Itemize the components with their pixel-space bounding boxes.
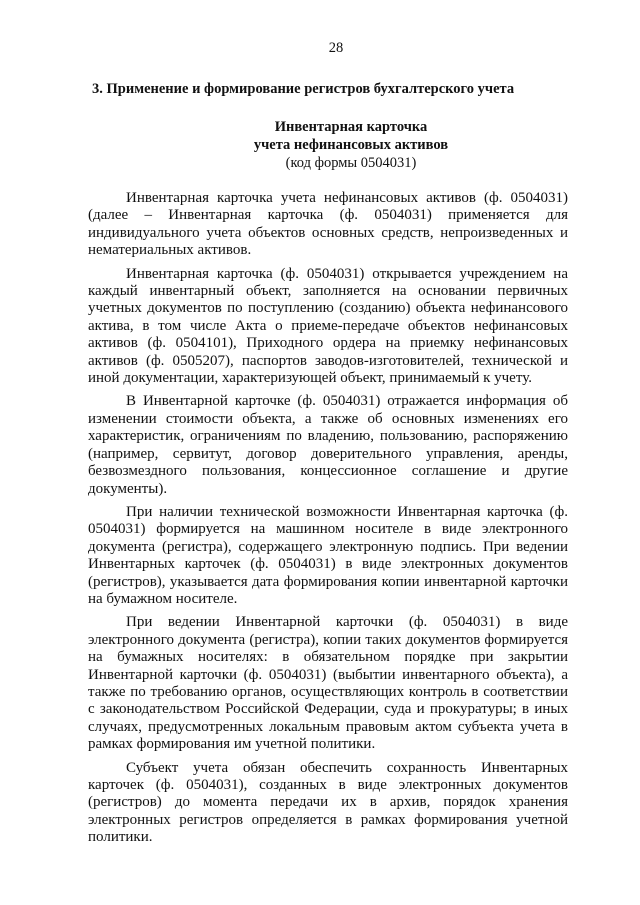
paragraph-3: В Инвентарной карточке (ф. 0504031) отражается информация об изменении стоимости объекта, а также об основных изменениях его характеристик, ограничениям по владению, пользованию, распоряжению (например, сервитут, договор доверительного управления, аренды, безвозмездного пользования, концессионное соглашение и другие документы). <box>88 393 568 497</box>
paragraph-2: Инвентарная карточка (ф. 0504031) открывается учреждением на каждый инвентарный объект, заполняется на основании первичных учетных документов по поступлению (созданию) объекта нефинансового актива, в том числе Акта о приеме-передаче объектов нефинансовых активов (ф. 0504101), Приходного ордера на приемку нефинансовых активов (ф. 0505207), паспортов заводов-изготовителей, технической и иной документации, характеризующей объект, принимаемый к учету. <box>88 265 568 387</box>
document-title-line-2: учета нефинансовых активов <box>253 137 449 153</box>
document-page <box>88 40 568 853</box>
page-number: 28 <box>328 40 344 56</box>
document-title-line-1: Инвентарная карточка <box>274 119 428 135</box>
document-title-form-code: (код формы 0504031) <box>285 155 417 171</box>
paragraph-1: Инвентарная карточка учета нефинансовых активов (ф. 0504031) (далее – Инвентарная карточка (ф. 0504031) применяется для индивидуального учета объектов основных средств, непроизведенных и нематериальных активов. <box>88 190 568 259</box>
paragraph-4: При наличии технической возможности Инвентарная карточка (ф. 0504031) формируется на машинном носителе в виде электронного документа (регистра), содержащего электронную подпись. При ведении Инвентарных карточек (ф. 0504031) в виде электронных документов (регистров), указывается дата формирования копии инвентарной карточки на бумажном носителе. <box>88 503 568 607</box>
paragraph-6: Субъект учета обязан обеспечить сохранность Инвентарных карточек (ф. 0504031), созданных в виде электронных документов (регистров) до момента передачи их в архив, порядок хранения электронных регистров определяется в рамках формирования учетной политики. <box>88 759 568 846</box>
paragraph-5: При ведении Инвентарной карточки (ф. 0504031) в виде электронного документа (регистра), копии таких документов формируется на бумажных носителях: в обязательном порядке при закрытии Инвентарной карточки (ф. 0504031) (выбытии инвентарного объекта), а также по требованию органов, осуществляющих контроль в соответствии с законодательством Российской Федерации, суда и прокуратуры; в иных случаях, предусмотренных локальным правовым актом субъекта учета в рамках формирования им учетной политики. <box>88 614 568 753</box>
document-title <box>88 118 568 172</box>
section-title: 3. Применение и формирование регистров бухгалтерского учета <box>92 81 515 97</box>
